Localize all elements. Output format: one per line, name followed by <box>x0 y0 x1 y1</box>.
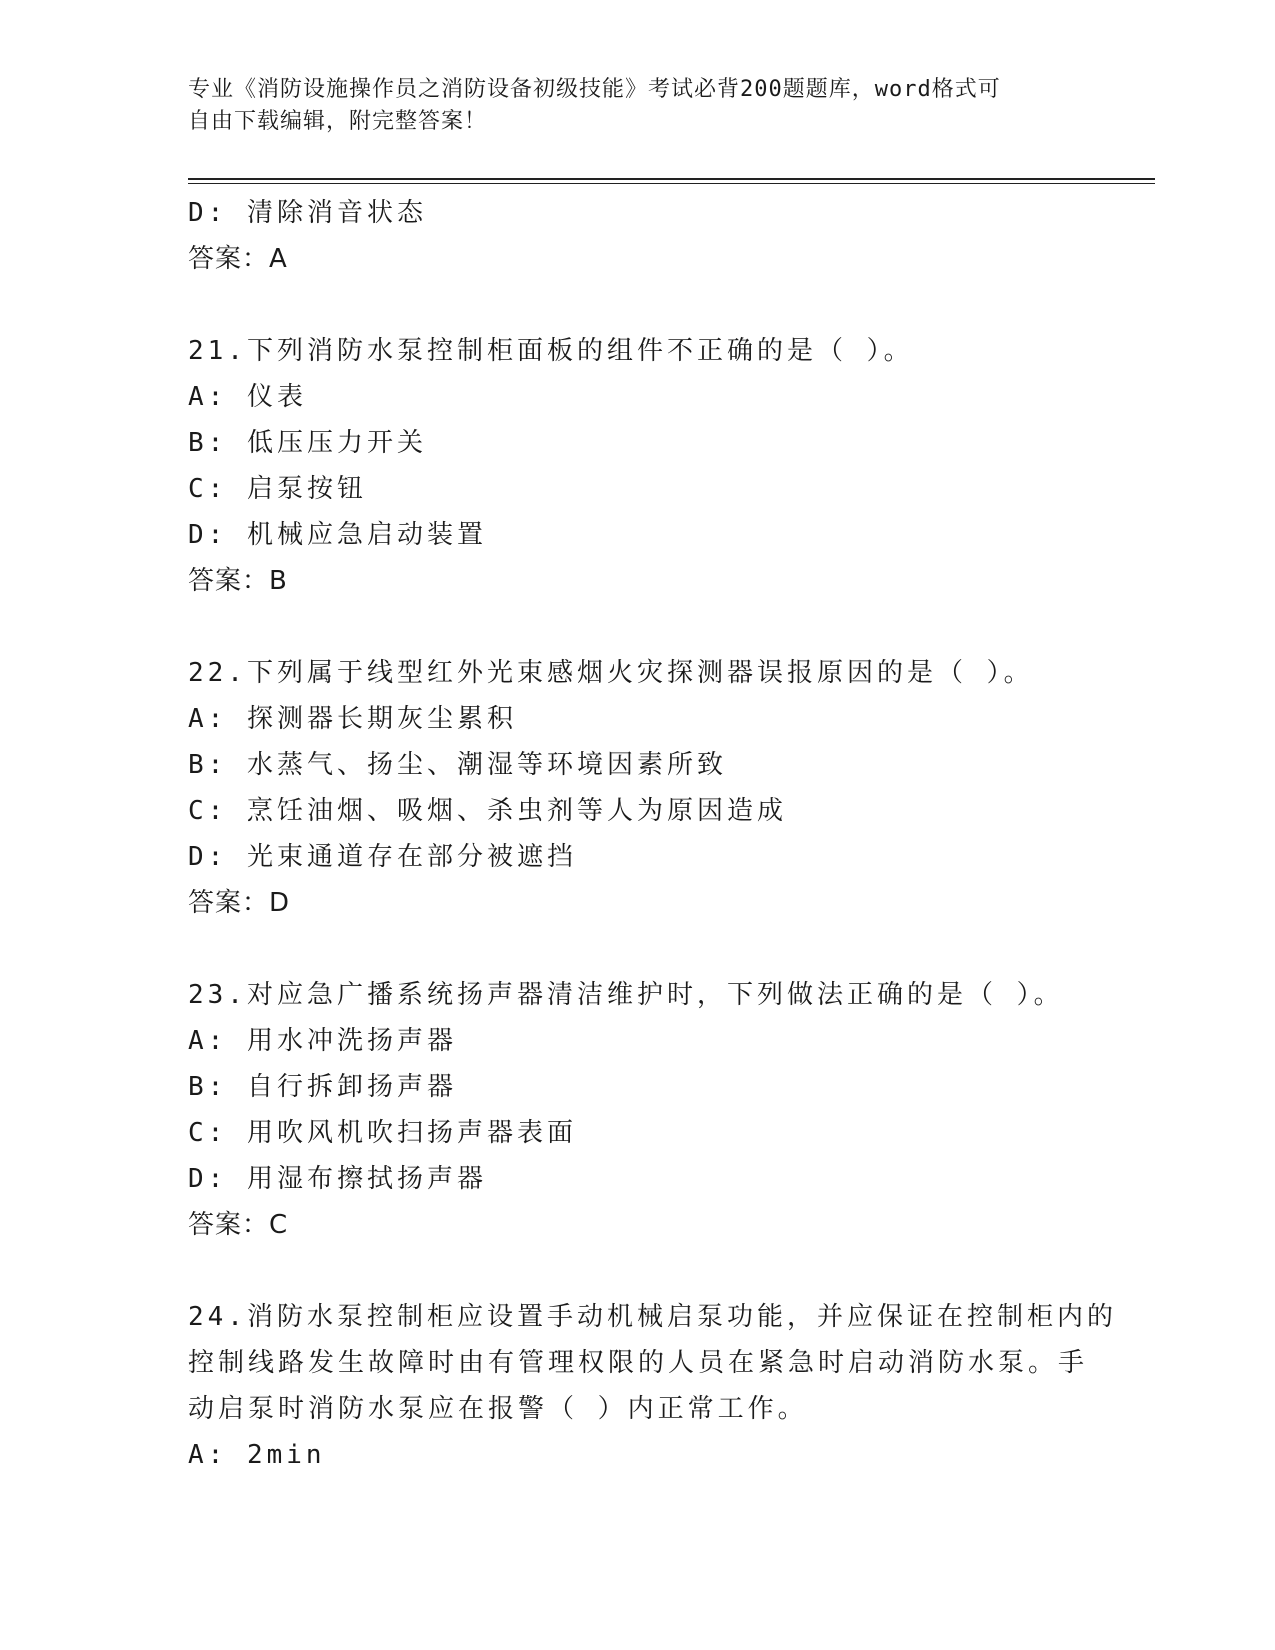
question-23-stem: 23.对应急广播系统扬声器清洁维护时，下列做法正确的是（ ）。 <box>188 980 1064 1010</box>
option-d: D: 清除消音状态 <box>188 198 427 228</box>
question-list <box>188 190 1117 1478</box>
header-line-1: 专业《消防设施操作员之消防设备初级技能》考试必背200题题库，word格式可 <box>188 77 1001 102</box>
question-22-answer: 答案：D <box>188 888 291 918</box>
question-24-stem-line-1: 24.消防水泵控制柜应设置手动机械启泵功能，并应保证在控制柜内的 <box>188 1302 1117 1332</box>
question-22-option-d: D: 光束通道存在部分被遮挡 <box>188 842 577 872</box>
question-23-option-a: A: 用水冲洗扬声器 <box>188 1026 457 1056</box>
question-22-option-b: B: 水蒸气、扬尘、潮湿等环境因素所致 <box>188 750 727 780</box>
spacer <box>188 604 1088 650</box>
question-23-option-b: B: 自行拆卸扬声器 <box>188 1072 457 1102</box>
answer: 答案：A <box>188 244 288 274</box>
question-21-answer: 答案：B <box>188 566 288 596</box>
question-22-stem: 22.下列属于线型红外光束感烟火灾探测器误报原因的是（ ）。 <box>188 658 1034 688</box>
question-21-option-b: B: 低压压力开关 <box>188 428 427 458</box>
question-21-option-c: C: 启泵按钮 <box>188 474 367 504</box>
question-24-stem-line-2: 控制线路发生故障时由有管理权限的人员在紧急时启动消防水泵。手 <box>188 1348 1089 1378</box>
question-23-option-c: C: 用吹风机吹扫扬声器表面 <box>188 1118 577 1148</box>
header-divider-thin <box>188 183 1155 184</box>
question-24-option-a: A: 2min <box>188 1440 326 1470</box>
document-header <box>188 74 1068 138</box>
question-24-stem-line-3: 动启泵时消防水泵应在报警（ ）内正常工作。 <box>188 1394 808 1424</box>
header-divider-thick <box>188 178 1155 180</box>
question-22-option-c: C: 烹饪油烟、吸烟、杀虫剂等人为原因造成 <box>188 796 787 826</box>
question-23-option-d: D: 用湿布擦拭扬声器 <box>188 1164 487 1194</box>
spacer <box>188 282 1088 328</box>
spacer <box>188 1248 1088 1294</box>
question-21-option-a: A: 仪表 <box>188 382 307 412</box>
question-21-stem: 21.下列消防水泵控制柜面板的组件不正确的是（ ）。 <box>188 336 914 366</box>
header-line-2: 自由下载编辑，附完整答案！ <box>188 109 488 134</box>
question-23-answer: 答案：C <box>188 1210 289 1240</box>
question-22-option-a: A: 探测器长期灰尘累积 <box>188 704 517 734</box>
spacer <box>188 926 1088 972</box>
question-21-option-d: D: 机械应急启动装置 <box>188 520 487 550</box>
